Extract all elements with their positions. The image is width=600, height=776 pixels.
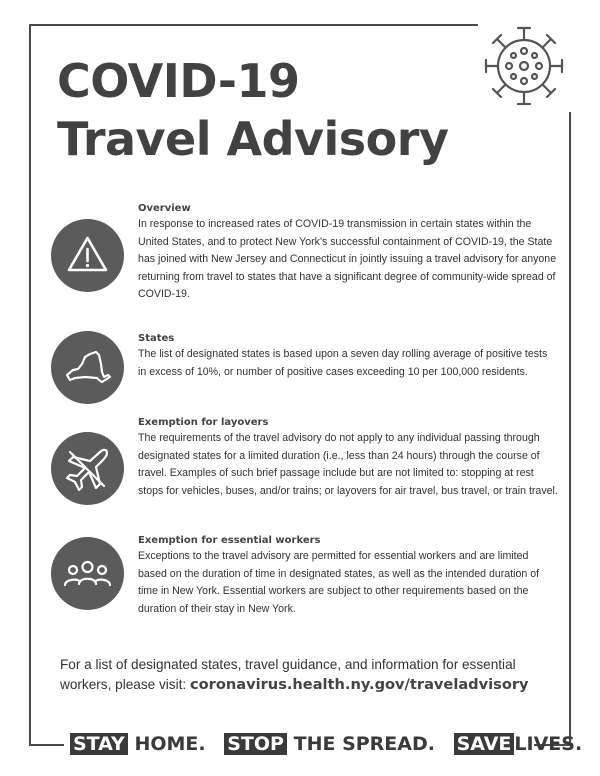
advisory-link[interactable]: coronavirus.health.ny.gov/traveladvisory xyxy=(189,676,529,693)
warning-icon xyxy=(51,219,124,292)
section-body: In response to increased rates of COVID-19 transmission in certain states within the United States, and to protect New York's successful containment of COVID-19, the State has joined with New Jersey and Connecticut in jointly issuing a travel advisory for anyone returning from travel to states that have a significant degree of community-wide spread of COVID-19. xyxy=(138,218,557,300)
section-heading: States xyxy=(138,333,175,344)
page-title xyxy=(57,52,448,168)
section-layovers xyxy=(138,416,558,500)
tagline-home: HOME. xyxy=(134,733,206,755)
people-badge xyxy=(51,537,124,610)
section-heading: Overview xyxy=(138,203,191,214)
tagline-save: SAVE xyxy=(454,733,515,755)
new-york-state-icon xyxy=(51,331,124,404)
section-essential-workers xyxy=(138,534,558,618)
section-heading: Exemption for layovers xyxy=(138,417,269,428)
new-york-badge xyxy=(51,331,124,404)
footer-text: For a list of designated states, travel guidance, and information for essential workers, please visit: xyxy=(60,657,516,692)
section-states xyxy=(138,332,558,381)
airplane-badge xyxy=(51,432,124,505)
frame-top-line xyxy=(29,24,478,26)
section-overview xyxy=(138,202,558,304)
airplane-icon xyxy=(51,432,124,505)
people-group-icon xyxy=(51,537,124,610)
tagline-stop: STOP xyxy=(224,733,287,755)
title-line-1: COVID-19 xyxy=(57,54,300,108)
section-heading: Exemption for essential workers xyxy=(138,535,321,546)
virus-icon xyxy=(478,20,570,112)
tagline xyxy=(70,732,582,756)
title-line-2: Travel Advisory xyxy=(57,112,449,166)
footer-info xyxy=(60,655,560,695)
frame-left-line xyxy=(29,24,31,746)
tagline-lives: LIVES. xyxy=(514,733,583,755)
warning-badge xyxy=(51,219,124,292)
section-body: The list of designated states is based upon a seven day rolling average of positive tests in excess of 10%, or number of positive cases exceeding 10 per 100,000 residents. xyxy=(138,348,548,378)
frame-right-line xyxy=(569,112,571,746)
section-body: Exceptions to the travel advisory are permitted for essential workers and are limited based on the duration of time in designated states, as well as the intended duration of time in New York. Essential workers are subject to other requirements based on the duration of their stay in New York. xyxy=(138,550,540,615)
frame-bottom-left-line xyxy=(29,744,64,746)
tagline-stay: STAY xyxy=(70,733,128,755)
section-body: The requirements of the travel advisory do not apply to any individual passing through designated states for a limited duration (i.e., less than 24 hours) through the course of travel. Examples of such brief passage include but are not limited to: stopping at rest stops for vehicles, buses, and/or trains; or layovers for air travel, bus travel, or train travel. xyxy=(138,432,558,497)
tagline-spread: THE SPREAD. xyxy=(293,733,435,755)
